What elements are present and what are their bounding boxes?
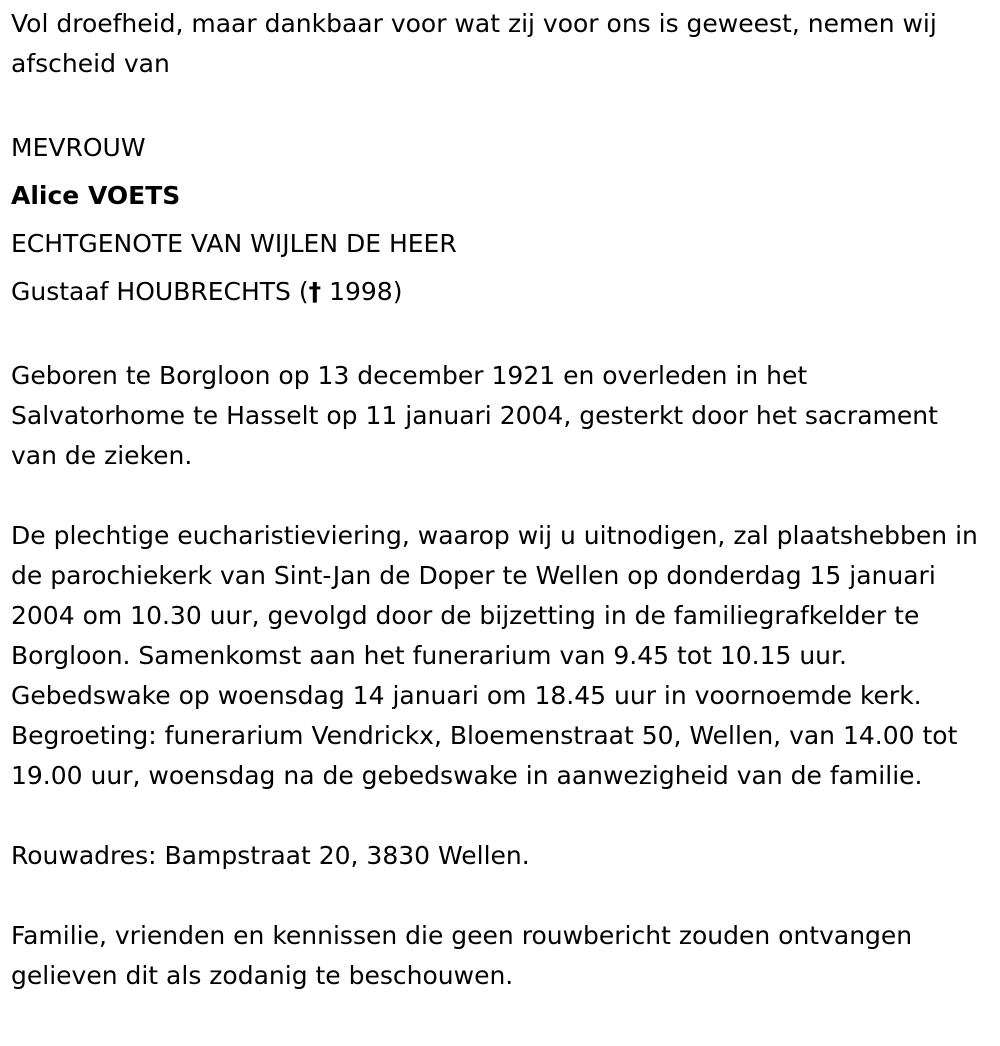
birth-death-text: Geboren te Borgloon op 13 december 1921 en overleden in het Salvatorhome te Hasselt op 11 januari 2004, gesterkt door het sacrament van de zieken. <box>11 361 938 470</box>
service-text: De plechtige eucharistieviering, waarop wij u uitnodigen, zal plaatshebben in de parochiekerk van Sint-Jan de Doper te Wellen op donderdag 15 januari 2004 om 10.30 uur, gevolgd door de bijzetting in de familiegrafkelder te Borgloon. Samenkomst aan het funerarium van 9.45 tot 10.15 uur. Gebedswake op woensdag 14 januari om 18.45 uur in voornoemde kerk. Begroeting: funerarium Vendrickx, Bloemenstraat 50, Wellen, van 14.00 tot 19.00 uur, woensdag na de gebedswake in aanwezigheid van de familie. <box>11 521 978 790</box>
spouse-name: Gustaaf HOUBRECHTS <box>11 277 291 306</box>
deceased-name: Alice VOETS <box>11 181 181 210</box>
cross-icon: † <box>308 277 322 306</box>
spouse-line: Gustaaf HOUBRECHTS († 1998) <box>11 277 403 306</box>
address-text: Rouwadres: Bampstraat 20, 3830 Wellen. <box>11 841 530 870</box>
deceased-block <box>11 124 986 316</box>
closing-text: Familie, vrienden en kennissen die geen rouwbericht zouden ontvangen gelieven dit als zodanig te beschouwen. <box>11 921 913 990</box>
relation-text: ECHTGENOTE VAN WIJLEN DE HEER <box>11 229 457 258</box>
spouse-death-year: 1998 <box>329 277 393 306</box>
intro-text: Vol droefheid, maar dankbaar voor wat zij voor ons is geweest, nemen wij afscheid van <box>11 9 937 78</box>
honorific: MEVROUW <box>11 133 146 162</box>
obituary-notice <box>11 4 986 996</box>
